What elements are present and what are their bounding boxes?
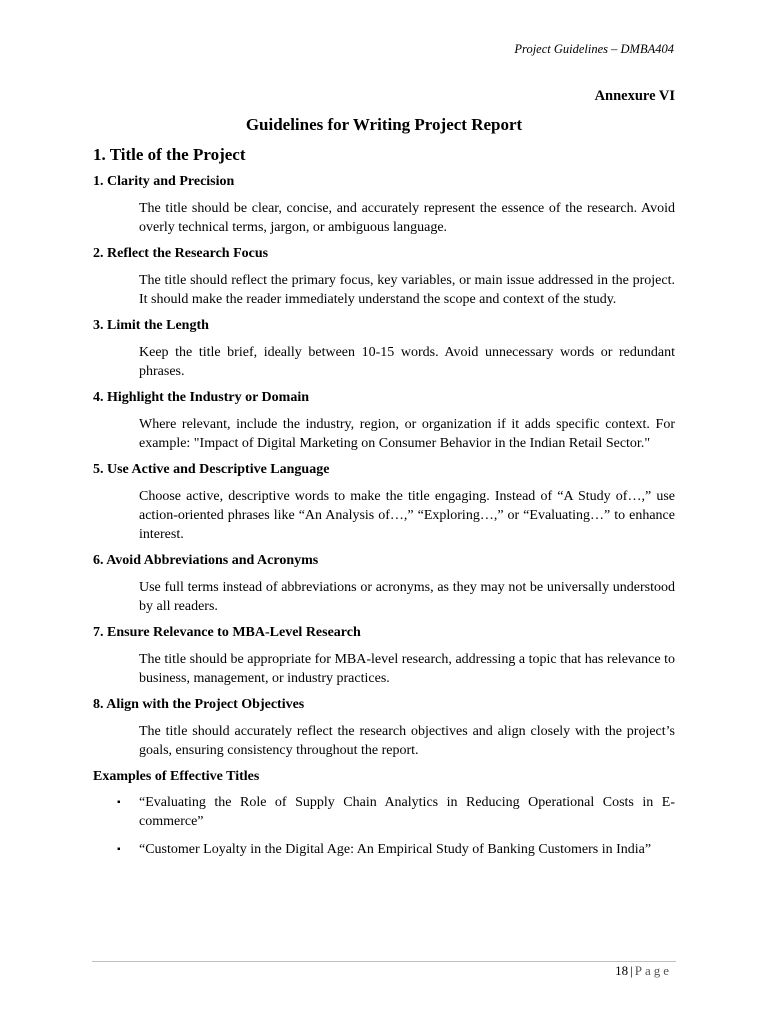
examples-list	[93, 793, 675, 859]
examples-section	[93, 768, 675, 859]
footer-separator: |	[630, 963, 633, 978]
guideline-text: Keep the title brief, ideally between 10-15 words. Avoid unnecessary words or redundant phrases.	[139, 345, 675, 379]
guideline-text: The title should reflect the primary focus, key variables, or main issue addressed in the project. It should make the reader immediately understand the scope and context of the study.	[139, 273, 675, 307]
guideline-item	[93, 552, 675, 616]
guideline-item	[93, 317, 675, 381]
page-title: Guidelines for Writing Project Report	[245, 115, 523, 134]
example-text: “Customer Loyalty in the Digital Age: An Empirical Study of Banking Customers in India”	[139, 842, 652, 857]
guideline-text: The title should be appropriate for MBA-level research, addressing a topic that has relevance to business, management, or industry practices.	[139, 652, 675, 686]
guideline-text: The title should be clear, concise, and accurately represent the essence of the research. Avoid overly technical terms, jargon, or ambiguous language.	[139, 201, 675, 235]
guideline-heading: 8. Align with the Project Objectives	[93, 697, 305, 712]
guideline-text: Use full terms instead of abbreviations or acronyms, as they may not be universally understood by all readers.	[139, 580, 675, 614]
guideline-item	[93, 245, 675, 309]
guideline-heading: 5. Use Active and Descriptive Language	[93, 462, 330, 477]
guideline-item	[93, 461, 675, 544]
guideline-item	[93, 389, 675, 453]
section-title: 1. Title of the Project	[93, 145, 246, 164]
example-title	[117, 840, 675, 859]
guideline-heading: 6. Avoid Abbreviations and Acronyms	[93, 553, 319, 568]
examples-heading: Examples of Effective Titles	[93, 769, 260, 784]
square-bullet-icon: ▪	[117, 797, 121, 808]
guideline-item	[93, 173, 675, 237]
example-title	[117, 793, 675, 831]
example-text: “Evaluating the Role of Supply Chain Analytics in Reducing Operational Costs in E-commerce”	[139, 795, 675, 829]
guideline-heading: 1. Clarity and Precision	[93, 174, 235, 189]
guideline-text: The title should accurately reflect the research objectives and align closely with the project’s goals, ensuring consistency throughout the report.	[139, 724, 675, 758]
guideline-heading: 4. Highlight the Industry or Domain	[93, 390, 309, 405]
page-label: Page	[634, 963, 672, 978]
guideline-heading: 2. Reflect the Research Focus	[93, 246, 269, 261]
guideline-text: Where relevant, include the industry, region, or organization if it adds specific context. For example: "Impact of Digital Marketing on Consumer Behavior in the Indian Retail Sector."	[139, 417, 675, 451]
square-bullet-icon: ▪	[117, 844, 121, 855]
footer-divider	[92, 961, 676, 962]
annexure-label: Annexure VI	[594, 88, 675, 104]
guideline-item	[93, 624, 675, 688]
guideline-text: Choose active, descriptive words to make the title engaging. Instead of “A Study of…,” use action-oriented phrases like “An Analysis of…,” “Exploring…,” or “Evaluating…” to enhance interest.	[139, 489, 675, 542]
guideline-heading: 3. Limit the Length	[93, 318, 209, 333]
running-header: Project Guidelines – DMBA404	[514, 42, 674, 56]
page-footer	[615, 963, 672, 979]
guidelines-body	[93, 173, 675, 868]
guideline-heading: 7. Ensure Relevance to MBA-Level Research	[93, 625, 361, 640]
page-number: 18	[615, 963, 629, 978]
guideline-item	[93, 696, 675, 760]
